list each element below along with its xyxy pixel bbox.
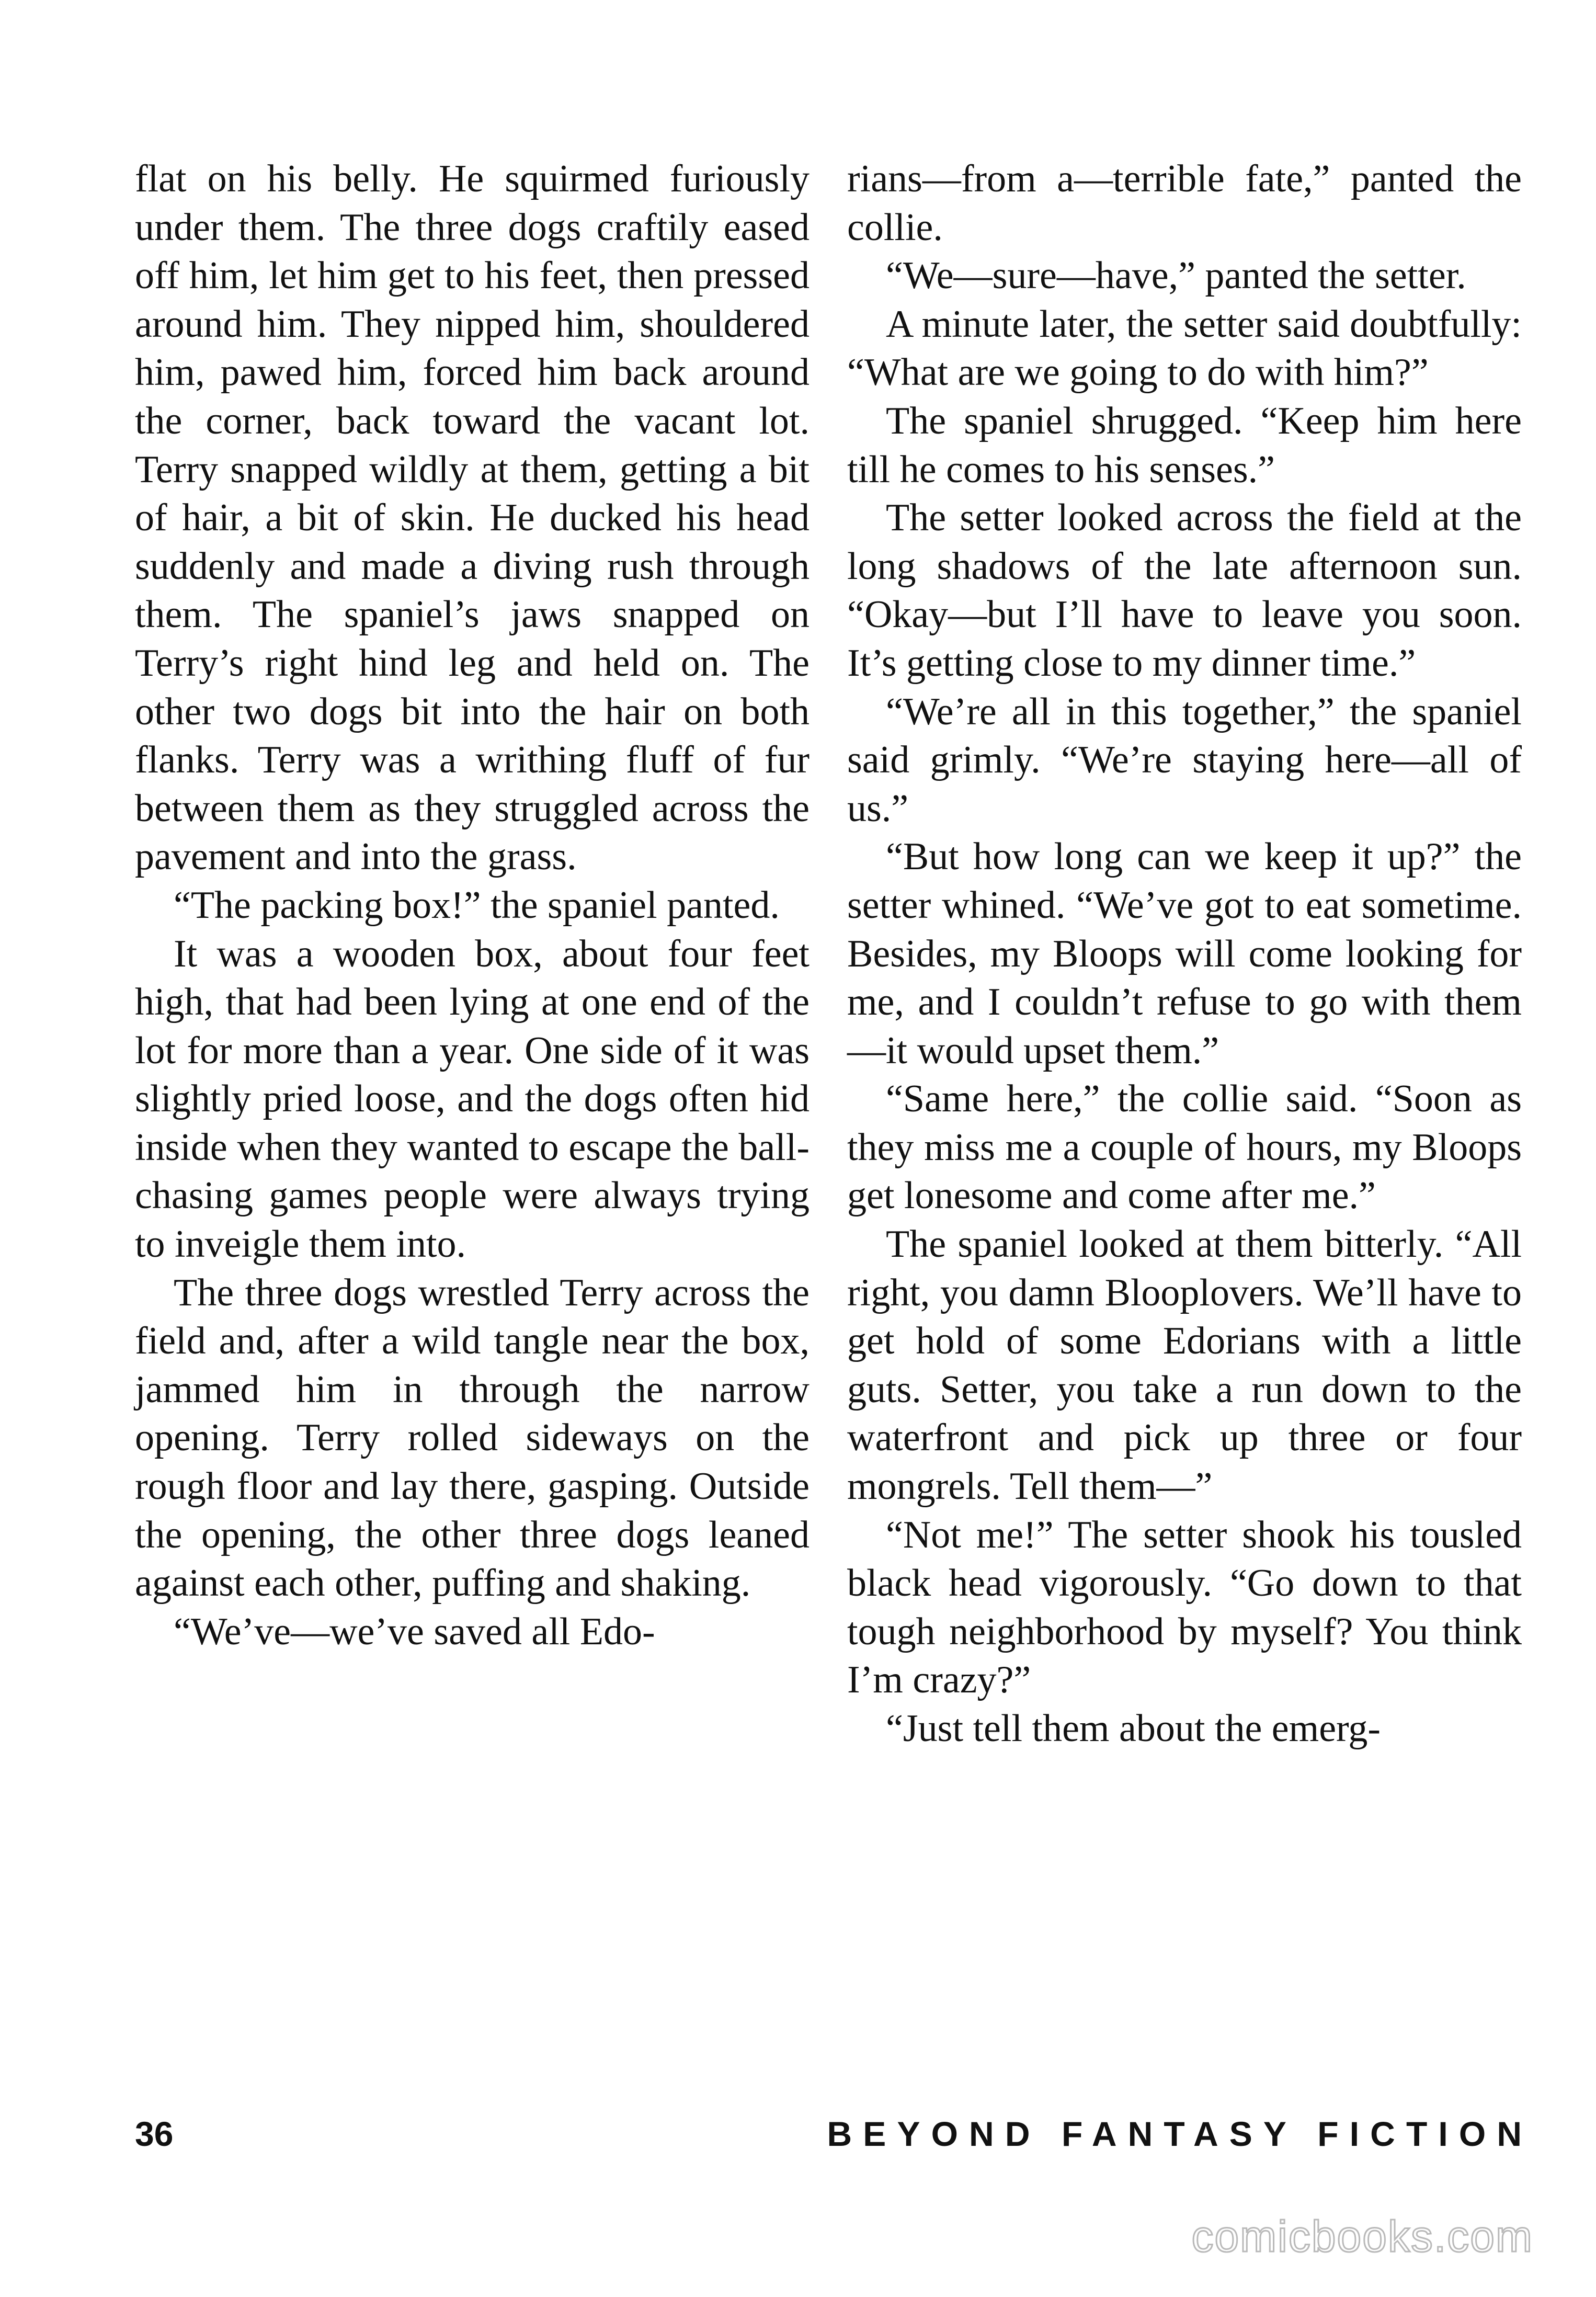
paragraph: “But how long can we keep it up?” the setter whined. “We’ve got to eat sometime. Besides, my Bloops will come looking for me, and I couldn’t refuse to go with them—it would upset them.” <box>847 835 1522 1072</box>
paragraph: The three dogs wrestled Terry across the field and, after a wild tangle near the box, jammed him in through the narrow opening. Terry rolled sideways on the rough floor and lay there, gasping. Outside the opening, the other three dogs leaned against each other, puffing and shaking. <box>135 1271 810 1605</box>
paragraph: The setter looked across the field at the long shadows of the late afternoon sun. “Okay—but I’ll have to leave you soon. It’s getting close to my dinner time.” <box>847 496 1522 685</box>
paragraph: It was a wooden box, about four feet high, that had been lying at one end of the lot for more than a year. One side of it was slightly pried loose, and the dogs often hid inside when they wanted to escape the ball-chasing games people were always trying to inveigle them into. <box>135 932 810 1266</box>
page-number: 36 <box>135 2114 174 2153</box>
watermark: comicbooks.com <box>1191 2212 1533 2261</box>
paragraph: “We’ve—we’ve saved all Edo- <box>174 1610 655 1653</box>
paragraph: “We’re all in this together,” the spaniel said grimly. “We’re staying here—all of us.” <box>847 690 1522 830</box>
paragraph-continued: flat on his belly. He squirmed furiously under them. The three dogs craftily eased off him, let him get to his feet, then pressed around him. They nipped him, shouldered him, pawed him, forced him back around the corner, back toward the vacant lot. Terry snapped wildly at them, getting a bit of hair, a bit of skin. He ducked his head suddenly and made a diving rush through them. The spaniel’s jaws snapped on Terry’s right hind leg and held on. The other two dogs bit into the hair on both flanks. Terry was a writhing fluff of fur between them as they struggled across the pavement and into the grass. <box>135 157 810 879</box>
paragraph: “We—sure—have,” panted the setter. <box>886 254 1466 298</box>
paragraph: “Just tell them about the emerg- <box>886 1707 1381 1750</box>
paragraph: The spaniel looked at them bitterly. “All right, you damn Blooplovers. We’ll have to get hold of some Edorians with a little guts. Setter, you take a run down to the waterfront and pick up three or four mongrels. Tell them—” <box>847 1223 1522 1508</box>
page-footer <box>135 2114 1533 2166</box>
paragraph: “Same here,” the collie said. “Soon as they miss me a couple of hours, my Bloops get lonesome and come after me.” <box>847 1077 1522 1218</box>
running-title: BEYOND FANTASY FICTION <box>827 2114 1533 2153</box>
paragraph: “Not me!” The setter shook his tousled black head vigorously. “Go down to that tough neighborhood by myself? You think I’m crazy?” <box>847 1513 1522 1702</box>
paragraph: A minute later, the setter said doubtfully: “What are we going to do with him?” <box>847 302 1522 394</box>
paragraph: The spaniel shrugged. “Keep him here till he comes to his senses.” <box>847 399 1522 491</box>
right-text-column <box>847 155 1522 1753</box>
left-text-column <box>135 155 810 1656</box>
paragraph: “The packing box!” the spaniel panted. <box>174 883 780 927</box>
paragraph-continued: rians—from a—terrible fate,” panted the collie. <box>847 157 1522 249</box>
